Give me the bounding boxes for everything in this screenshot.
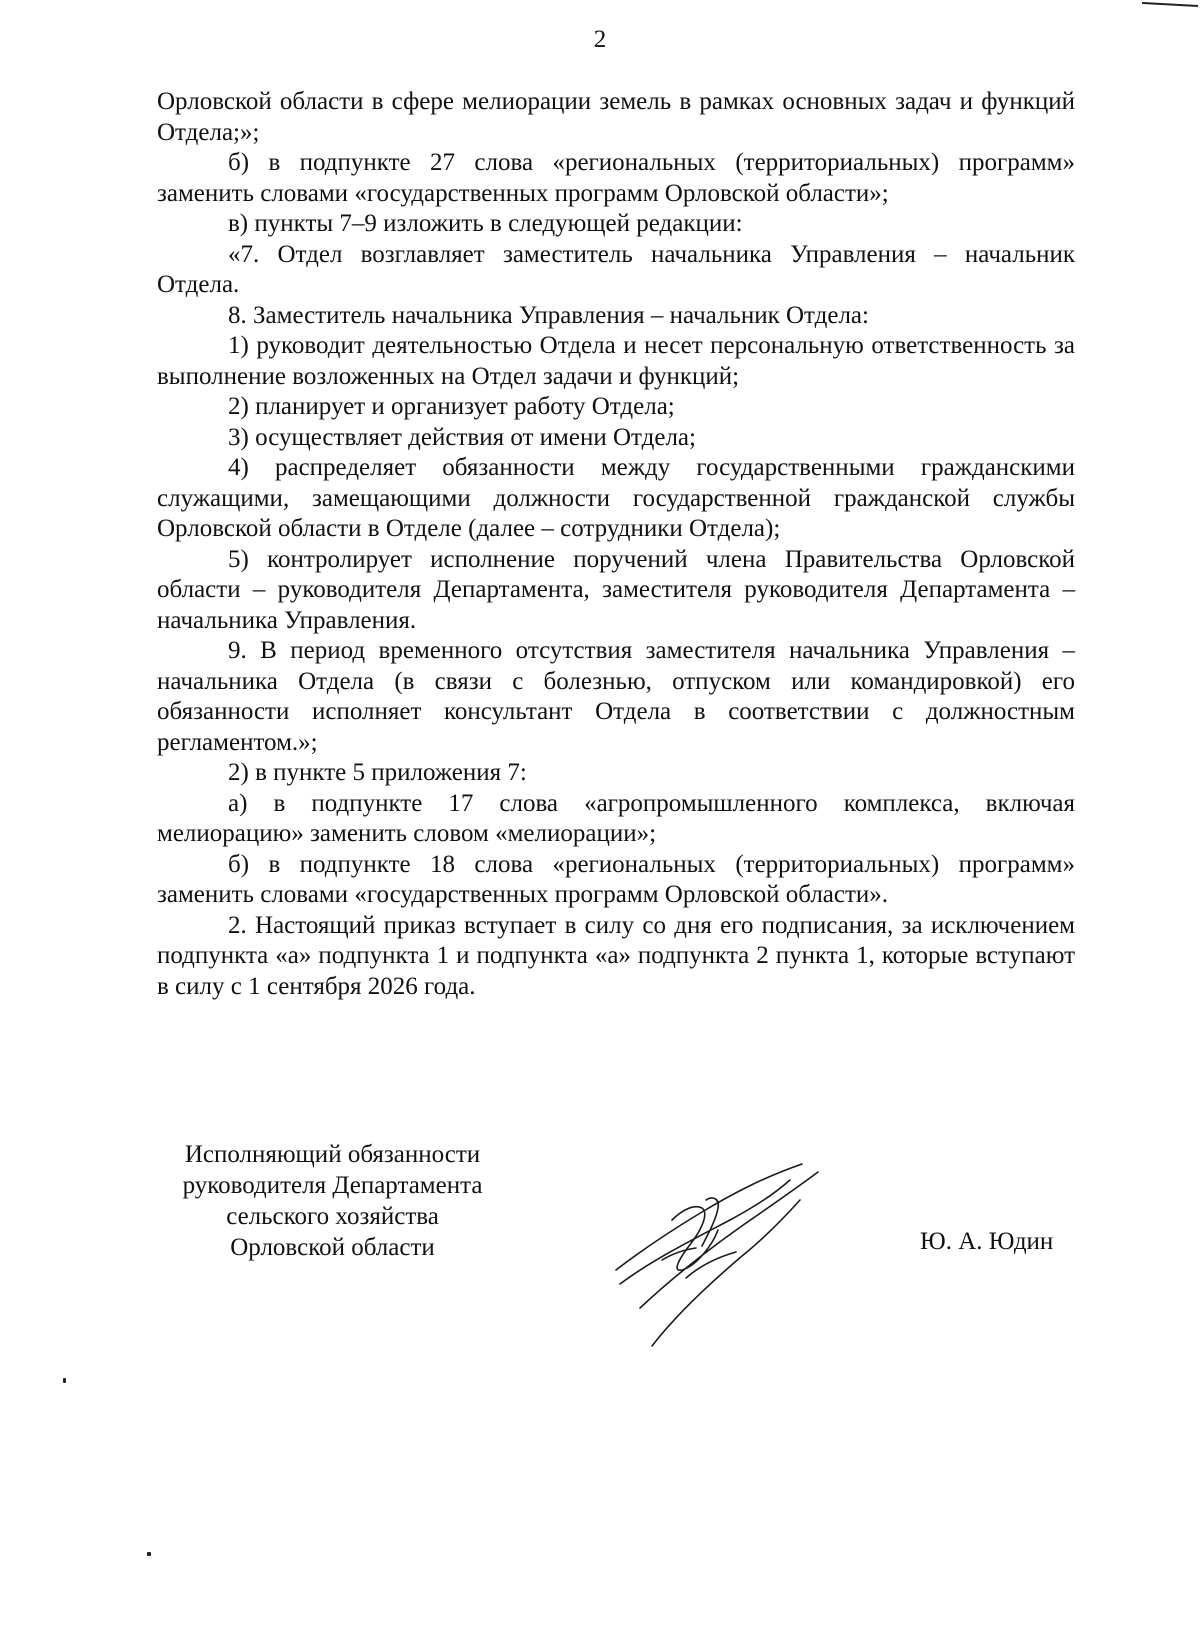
signatory-position: [160, 1139, 505, 1263]
scan-speck: [63, 1378, 66, 1383]
scan-edge-mark: [1140, 0, 1200, 14]
paragraph: 9. В период временного отсутствия заместителя начальника Управления – начальника Отдела (в связи с болезнью, отпуском или командировкой) его обязанности исполняет консультант Отдела в соответствии с должностным регламентом.»;: [157, 637, 1075, 756]
paragraph: Орловской области в сфере мелиорации земель в рамках основных задач и функций Отдела;»;: [157, 88, 1075, 146]
signatory-position-line: Орловской области: [230, 1234, 435, 1261]
page-number: 2: [593, 26, 607, 53]
paragraph: «7. Отдел возглавляет заместитель начальника Управления – начальник Отдела.: [157, 240, 1075, 298]
signatory-position-line: сельского хозяйства: [226, 1203, 439, 1230]
paragraph: б) в подпункте 27 слова «региональных (территориальных) программ» заменить словами «государственных программ Орловской области»;: [157, 149, 1075, 207]
paragraph: 2) в пункте 5 приложения 7:: [228, 759, 527, 786]
paragraph: а) в подпункте 17 слова «агропромышленного комплекса, включая мелиорацию» заменить словом «мелиорации»;: [157, 789, 1075, 847]
signatory-position-line: Исполняющий обязанности: [184, 1141, 481, 1168]
paragraph: 5) контролирует исполнение поручений члена Правительства Орловской области – руководителя Департамента, заместителя руководителя Департамента – начальника Управления.: [157, 545, 1075, 634]
signatory-position-line: руководителя Департамента: [182, 1172, 483, 1199]
paragraph: 1) руководит деятельностью Отдела и несет персональную ответственность за выполнение возложенных на Отдел задачи и функций;: [157, 332, 1075, 390]
signatory-name: Ю. А. Юдин: [920, 1228, 1054, 1255]
paragraph: 3) осуществляет действия от имени Отдела;: [228, 423, 696, 451]
paragraph: в) пункты 7–9 изложить в следующей редакции:: [228, 210, 743, 237]
paragraph: б) в подпункте 18 слова «региональных (территориальных) программ» заменить словами «государственных программ Орловской области».: [157, 850, 1075, 908]
scan-speck: [147, 1552, 151, 1556]
document-body: [157, 87, 1075, 1002]
paragraph: 2. Настоящий приказ вступает в силу со дня его подписания, за исключением подпункта «а» подпункта 1 и подпункта «а» подпункта 2 пункта 1, которые вступают в силу с 1 сентября 2026 года.: [157, 911, 1075, 1000]
paragraph: 4) распределяет обязанности между государственными гражданскими служащими, замещающими должности государственной гражданской службы Орловской области в Отделе (далее – сотрудники Отдела);: [157, 454, 1075, 542]
handwritten-signature-icon: [612, 1160, 824, 1350]
paragraph: 2) планирует и организует работу Отдела;: [228, 393, 675, 420]
paragraph: 8. Заместитель начальника Управления – начальник Отдела:: [228, 301, 869, 329]
